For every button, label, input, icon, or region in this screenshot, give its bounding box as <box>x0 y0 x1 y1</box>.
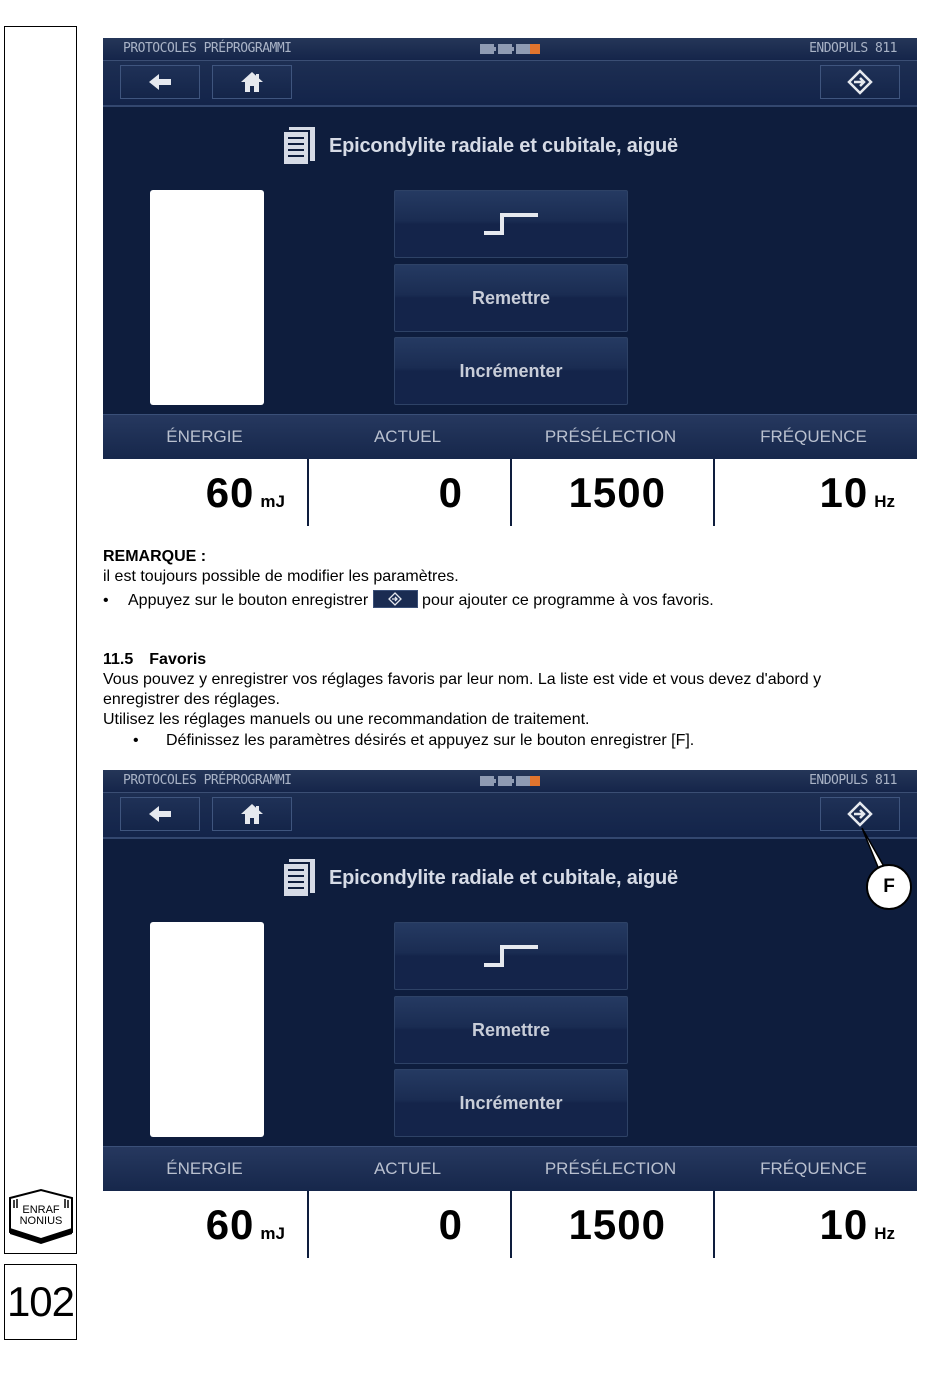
incrementer-button[interactable]: Incrémenter <box>394 1069 628 1137</box>
screen-header <box>103 770 917 793</box>
enraf-nonius-logo <box>6 1188 76 1244</box>
device-model: ENDOPULS 811 <box>809 41 897 56</box>
inline-save-icon <box>373 590 418 608</box>
remettre-button[interactable]: Remettre <box>394 996 628 1064</box>
actuel-value: 0 <box>438 468 463 516</box>
protocol-title-row <box>283 858 678 898</box>
label-energie: ÉNERGIE <box>166 427 243 446</box>
frequence-unit: Hz <box>874 1223 895 1243</box>
label-frequence: FRÉQUENCE <box>760 1159 867 1178</box>
remarque-line: il est toujours possible de modifier les paramètres. <box>103 568 459 585</box>
preselection-value: 1500 <box>568 1200 666 1248</box>
callout-f: F <box>866 864 912 910</box>
energie-value: 60 <box>205 468 255 516</box>
label-actuel: ACTUEL <box>373 1159 442 1178</box>
back-button[interactable] <box>120 65 200 99</box>
logo-line2: NONIUS <box>19 1215 63 1227</box>
frequence-field[interactable] <box>713 1191 917 1258</box>
actuel-field[interactable] <box>307 1191 511 1258</box>
save-button[interactable] <box>820 65 900 99</box>
back-arrow-icon <box>147 72 173 92</box>
remarque-heading: REMARQUE : <box>103 548 207 565</box>
home-button[interactable] <box>212 797 292 831</box>
frequence-value: 10 <box>819 1200 869 1248</box>
device-screen-1 <box>103 38 917 526</box>
device-model: ENDOPULS 811 <box>809 773 897 788</box>
remarque-bullet-after: pour ajouter ce programme à vos favoris. <box>422 592 714 609</box>
energie-value: 60 <box>205 1200 255 1248</box>
remettre-button[interactable]: Remettre <box>394 264 628 332</box>
section-title: Favoris <box>149 651 207 668</box>
section-number: 11.5 <box>103 651 134 668</box>
ramp-button[interactable] <box>394 922 628 990</box>
label-frequence: FRÉQUENCE <box>760 427 867 446</box>
remarque-bullet: • Appuyez sur le bouton enregistrer pour ajouter ce programme à vos favoris. <box>103 592 714 609</box>
document-icon <box>283 127 315 165</box>
actuel-field[interactable] <box>307 459 511 526</box>
ramp-button[interactable] <box>394 190 628 258</box>
remarque-bullet-before: Appuyez sur le bouton enregistrer <box>128 592 369 609</box>
frequence-field[interactable] <box>713 459 917 526</box>
home-button[interactable] <box>212 65 292 99</box>
document-icon <box>283 859 315 897</box>
preselection-value: 1500 <box>568 468 666 516</box>
energy-level-panel <box>150 922 264 1137</box>
home-icon <box>240 71 264 93</box>
protocol-title: Epicondylite radiale et cubitale, aiguë <box>329 134 678 157</box>
parameter-values <box>103 1191 917 1258</box>
step-ramp-icon <box>482 211 540 237</box>
screen-header <box>103 38 917 61</box>
energy-level-panel <box>150 190 264 405</box>
parameter-values <box>103 459 917 526</box>
toolbar <box>103 793 917 839</box>
energie-field[interactable] <box>103 459 307 526</box>
margin-column <box>4 26 77 1254</box>
back-button[interactable] <box>120 797 200 831</box>
protocol-title-row <box>283 126 678 166</box>
save-icon <box>846 69 874 95</box>
parameter-header-bar <box>103 1146 917 1191</box>
preselection-field[interactable] <box>510 459 714 526</box>
section-bullet: • Définissez les paramètres désirés et appuyez sur le bouton enregistrer [F]. <box>133 732 695 749</box>
header-title: PROTOCOLES PRÉPROGRAMMI <box>123 41 292 56</box>
toolbar <box>103 61 917 107</box>
label-preselection: PRÉSÉLECTION <box>544 1159 677 1178</box>
protocol-title: Epicondylite radiale et cubitale, aiguë <box>329 866 678 889</box>
energie-unit: mJ <box>260 1223 285 1243</box>
header-title: PROTOCOLES PRÉPROGRAMMI <box>123 773 292 788</box>
energie-unit: mJ <box>260 491 285 511</box>
parameter-header-bar <box>103 414 917 459</box>
battery-icon <box>480 43 542 55</box>
device-screen-2 <box>103 770 917 1258</box>
frequence-value: 10 <box>819 468 869 516</box>
label-energie: ÉNERGIE <box>166 1159 243 1178</box>
section-heading <box>103 650 206 670</box>
frequence-unit: Hz <box>874 491 895 511</box>
home-icon <box>240 803 264 825</box>
step-ramp-icon <box>482 943 540 969</box>
preselection-field[interactable] <box>510 1191 714 1258</box>
incrementer-button[interactable]: Incrémenter <box>394 337 628 405</box>
label-preselection: PRÉSÉLECTION <box>544 427 677 446</box>
battery-icon <box>480 775 542 787</box>
page-number: 102 <box>4 1264 77 1340</box>
section-para1b: enregistrer des réglages. <box>103 691 280 708</box>
logo-line1: ENRAF <box>22 1204 60 1216</box>
actuel-value: 0 <box>438 1200 463 1248</box>
section-para2: Utilisez les réglages manuels ou une recommandation de traitement. <box>103 711 590 728</box>
energie-field[interactable] <box>103 1191 307 1258</box>
section-para1: Vous pouvez y enregistrer vos réglages favoris par leur nom. La liste est vide et vous devez d'abord y <box>103 671 822 688</box>
back-arrow-icon <box>147 804 173 824</box>
section-bullet-text: Définissez les paramètres désirés et appuyez sur le bouton enregistrer [F]. <box>166 732 695 749</box>
label-actuel: ACTUEL <box>373 427 442 446</box>
